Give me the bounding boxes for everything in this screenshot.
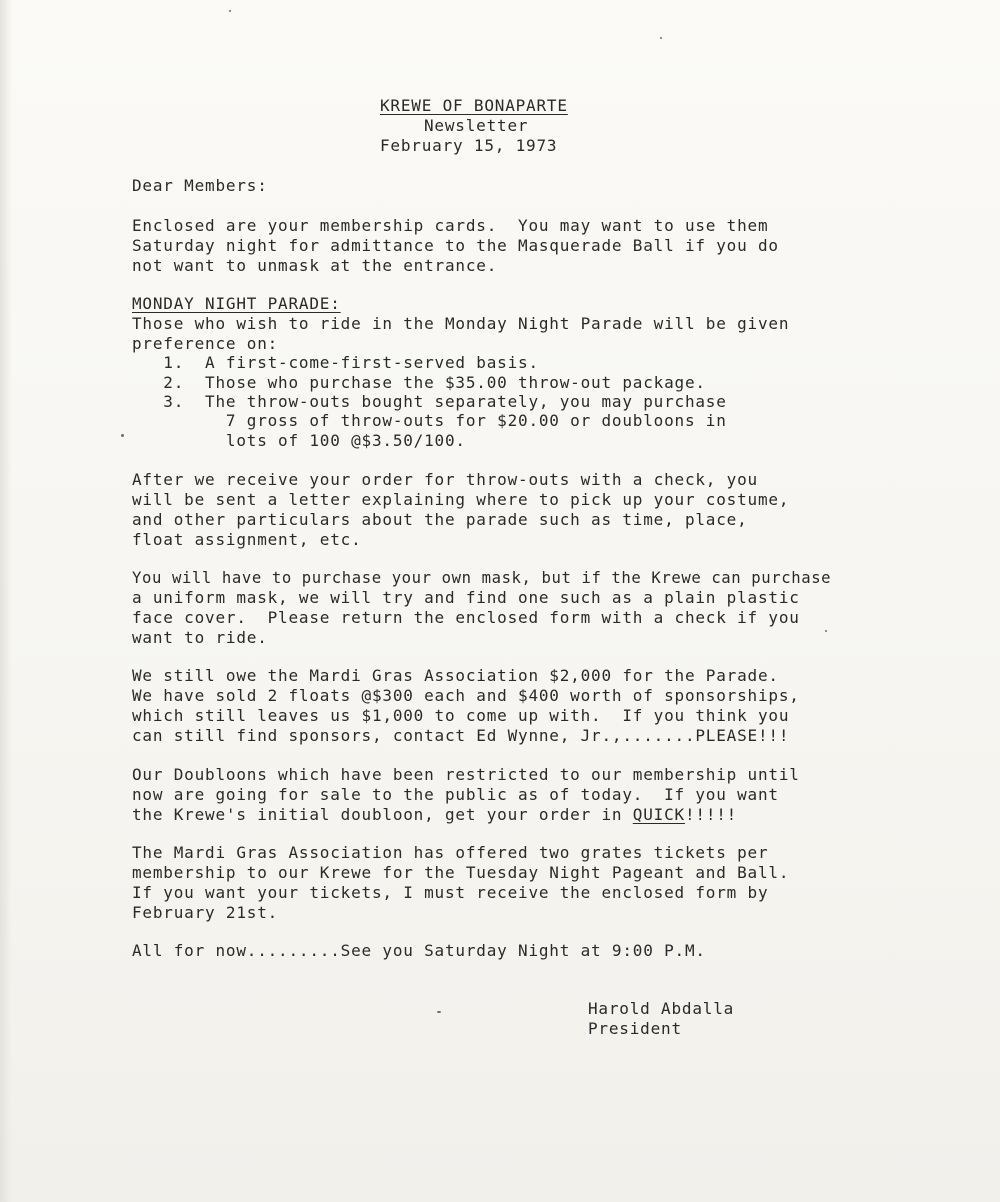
tickets-line-4: February 21st. bbox=[132, 903, 279, 922]
order-line-2: will be sent a letter explaining where to pick up your costume, bbox=[132, 490, 790, 509]
parade-line-2: preference on: bbox=[132, 334, 279, 353]
intro-line-2: Saturday night for admittance to the Masquerade Ball if you do bbox=[132, 236, 779, 255]
doubloons-line-3 bbox=[132, 805, 737, 825]
parade-item-3-cont-2: lots of 100 @$3.50/100. bbox=[132, 431, 466, 450]
tickets-line-1: The Mardi Gras Association has offered two grates tickets per bbox=[132, 843, 769, 862]
doubloons-line-2: now are going for sale to the public as of today. If you want bbox=[132, 785, 779, 804]
order-line-4: float assignment, etc. bbox=[132, 530, 362, 549]
newsletter-subtitle: Newsletter bbox=[424, 116, 529, 135]
salutation: Dear Members: bbox=[132, 176, 268, 195]
intro-line-1: Enclosed are your membership cards. You may want to use them bbox=[132, 216, 769, 235]
quick-emphasis: QUICK bbox=[632, 805, 685, 824]
doubloons-line-3-prefix: the Krewe's initial doubloon, get your order in bbox=[132, 805, 633, 824]
owe-line-4: can still find sponsors, contact Ed Wynne, Jr.,.......PLEASE!!! bbox=[132, 726, 790, 745]
newsletter-date: February 15, 1973 bbox=[380, 136, 558, 155]
owe-line-1: We still owe the Mardi Gras Association $2,000 for the Parade. bbox=[132, 666, 779, 685]
owe-line-3: which still leaves us $1,000 to come up with. If you think you bbox=[132, 706, 790, 725]
signature-title: President bbox=[588, 1019, 682, 1038]
closing-line: All for now.........See you Saturday Night at 9:00 P.M. bbox=[132, 941, 706, 960]
doubloons-line-3-suffix: !!!!! bbox=[684, 805, 738, 824]
tickets-line-3: If you want your tickets, I must receive the enclosed form by bbox=[132, 883, 769, 902]
paper-speck bbox=[660, 37, 662, 39]
org-title: KREWE OF BONAPARTE bbox=[380, 96, 568, 115]
mask-line-1: You will have to purchase your own mask, but if the Krewe can purchase bbox=[132, 569, 832, 587]
parade-item-3: 3. The throw-outs bought separately, you may purchase bbox=[132, 392, 727, 411]
mask-line-4: want to ride. bbox=[132, 628, 268, 647]
signature-name: Harold Abdalla bbox=[588, 999, 735, 1018]
parade-line-1: Those who wish to ride in the Monday Night Parade will be given bbox=[132, 314, 790, 333]
parade-item-2: 2. Those who purchase the $35.00 throw-out package. bbox=[132, 373, 706, 392]
tickets-line-2: membership to our Krewe for the Tuesday Night Pageant and Ball. bbox=[132, 863, 790, 882]
paper-speck bbox=[229, 10, 231, 12]
paper-speck bbox=[825, 630, 827, 632]
order-line-1: After we receive your order for throw-outs with a check, you bbox=[132, 470, 758, 489]
paper-speck bbox=[437, 1011, 441, 1013]
parade-item-1: 1. A first-come-first-served basis. bbox=[132, 353, 539, 372]
parade-heading: MONDAY NIGHT PARADE: bbox=[132, 294, 341, 313]
order-line-3: and other particulars about the parade such as time, place, bbox=[132, 510, 748, 529]
paper-speck bbox=[121, 434, 124, 437]
mask-line-3: face cover. Please return the enclosed form with a check if you bbox=[132, 608, 800, 627]
intro-line-3: not want to unmask at the entrance. bbox=[132, 256, 498, 275]
owe-line-2: We have sold 2 floats @$300 each and $400 worth of sponsorships, bbox=[132, 686, 800, 705]
doubloons-line-1: Our Doubloons which have been restricted to our membership until bbox=[132, 765, 800, 784]
parade-item-3-cont-1: 7 gross of throw-outs for $20.00 or doubloons in bbox=[132, 411, 727, 430]
mask-line-2: a uniform mask, we will try and find one such as a plain plastic bbox=[132, 588, 800, 607]
